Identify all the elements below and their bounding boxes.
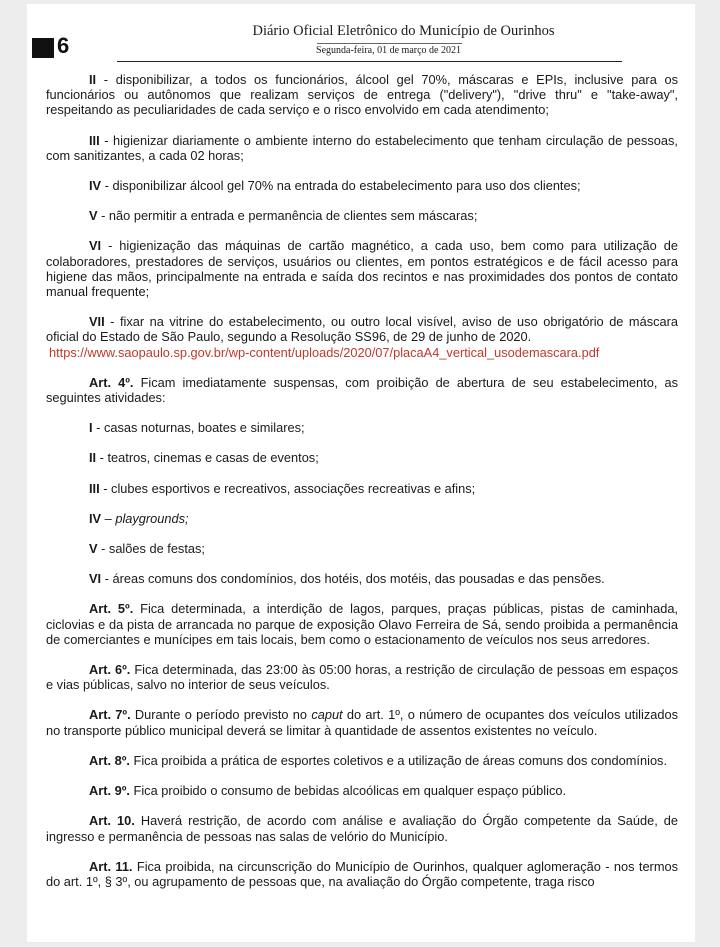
item-label: II [89,450,97,466]
item-separator: - [101,178,113,194]
item-label: VII [89,314,105,330]
article-8 [46,753,678,768]
item-label: VI [89,571,102,587]
item-separator: - [92,420,104,436]
item-text: higienização das máquinas de cartão magnético, a cada uso, bem como para utilização de colaboradores, prestadores de serviços, usuários ou clientes, em pontos estratégicos e de fácil acesso para higiene das mãos, principalmente na entrada e saída dos recintos e nas proximidades dos pontos de contato manual frequente; [46,238,678,300]
article-text: Fica proibida, na circunscrição do Município de Ourinhos, qualquer aglomeração - nos termos do art. 1º, § 3º, ou agrupamento de pessoas que, na avaliação do Órgão competente, traga risco [46,858,678,889]
journal-title: Diário Oficial Eletrônico do Município de Ourinhos [252,23,555,39]
item-text: não permitir a entrada e permanência de clientes sem máscaras; [108,208,478,224]
item-separator: - [101,571,113,587]
document-page [27,4,695,942]
article-label: Art. 4º. [89,374,134,390]
item-separator: – [101,510,116,526]
article-label: Art. 11. [89,858,133,874]
item-iii [46,133,678,163]
item-label: I [89,420,93,436]
art4-item-iv [46,511,678,526]
header-rule [117,61,622,62]
art4-item-iii [46,481,678,496]
article-text: Fica proibido o consumo de bebidas alcoólicas em qualquer espaço público. [133,783,567,799]
article-11 [46,859,678,889]
item-separator: - [99,480,112,496]
article-5 [46,601,678,647]
item-label: VI [89,238,102,254]
item-text: teatros, cinemas e casas de eventos; [107,450,319,466]
art4-item-ii [46,450,678,465]
item-vi [46,238,678,299]
item-vii [46,314,678,344]
article-10 [46,813,678,843]
item-label: V [89,208,98,224]
item-label: III [89,132,100,148]
article-7 [46,707,678,737]
item-text: casas noturnas, boates e similares; [103,420,305,436]
article-label: Art. 9º. [89,783,130,799]
item-text: higienizar diariamente o ambiente interno do estabelecimento que tenham circulação de pessoas, com sanitizantes, a cada 02 horas; [46,132,678,163]
article-label: Art. 8º. [89,752,130,768]
article-text: Fica proibida a prática de esportes coletivos e a utilização de áreas comuns dos condomínios. [133,752,668,768]
article-label: Art. 7º. [89,707,131,723]
issue-date: Segunda-feira, 01 de março de 2021 [316,45,461,56]
item-separator: - [97,541,109,557]
item-label: IV [89,510,102,526]
item-text: playgrounds; [115,510,189,526]
item-separator: - [97,208,109,224]
article-text: Fica determinada, das 23:00 às 05:00 horas, a restrição de circulação de pessoas em espaços e vias públicas, salvo no interior de seus veículos. [46,662,678,693]
item-label: V [89,541,98,557]
item-label: II [89,72,97,87]
header-divider [317,43,462,44]
article-text-italic: caput [311,707,343,723]
article-label: Art. 5º. [89,601,134,617]
article-4 [46,375,678,405]
item-text: áreas comuns dos condomínios, dos hotéis, dos motéis, das pousadas e das pensões. [112,571,605,587]
article-6 [46,662,678,692]
item-separator: - [99,132,114,148]
item-text: disponibilizar álcool gel 70% na entrada do estabelecimento para uso dos clientes; [112,178,581,194]
article-text: Fica determinada, a interdição de lagos, parques, praças públicas, pistas de caminhada, ciclovias e da pista de arrancada no parque de exposição Olavo Ferreira de Sá, sendo proibida a permanência de comerciantes e munícipes em tais locais, bem como o estacionamento de veículos nos seus arredores. [46,601,678,647]
item-text: clubes esportivos e recreativos, associações recreativas e afins; [111,480,476,496]
art4-item-v [46,541,678,556]
article-label: Art. 10. [89,813,135,829]
page-header [27,4,695,64]
item-text: fixar na vitrine do estabelecimento, ou outro local visível, aviso de uso obrigatório de máscara oficial do Estado de São Paulo, segundo a Resolução SS96, de 29 de junho de 2020. [46,314,679,345]
item-separator: - [96,72,116,87]
item-label: IV [89,178,102,194]
mask-sign-link[interactable]: https://www.saopaulo.sp.gov.br/wp-content/uploads/2020/07/placaA4_vertical_usodemascara.pdf [49,344,600,360]
item-separator: - [101,238,120,254]
item-separator: - [96,450,108,466]
article-text: Haverá restrição, de acordo com análise e avaliação do Órgão competente da Saúde, de ingresso e permanência de pessoas nas salas de velório do Município. [46,813,679,844]
item-ii [46,72,678,118]
art4-item-vi [46,571,678,586]
article-9 [46,783,678,798]
article-text: Durante o período previsto no [134,707,312,723]
item-label: III [89,480,100,496]
article-label: Art. 6º. [89,662,131,678]
article-text: Ficam imediatamente suspensas, com proibição de abertura de seu estabelecimento, as seguintes atividades: [46,374,678,406]
item-text: salões de festas; [108,541,205,557]
page-number: 6 [57,33,70,58]
item-v [46,208,678,223]
document-body [46,72,678,904]
art4-item-i [46,420,678,435]
article-text: do art. 1º, o número de ocupantes dos veículos utilizados no transporte público municipal deverá se limitar à quantidade de assentos existentes no veículo. [46,707,678,738]
item-iv [46,178,678,193]
item-separator: - [104,314,120,330]
item-text: disponibilizar, a todos os funcionários, álcool gel 70%, máscaras e EPIs, inclusive para os funcionários ou autônomos que realizam serviços de entrega ("delivery"), "drive thru" e "take-away", respeitando as peculiaridades de cada serviço e o risco envolvido em cada atendimento; [46,72,679,118]
